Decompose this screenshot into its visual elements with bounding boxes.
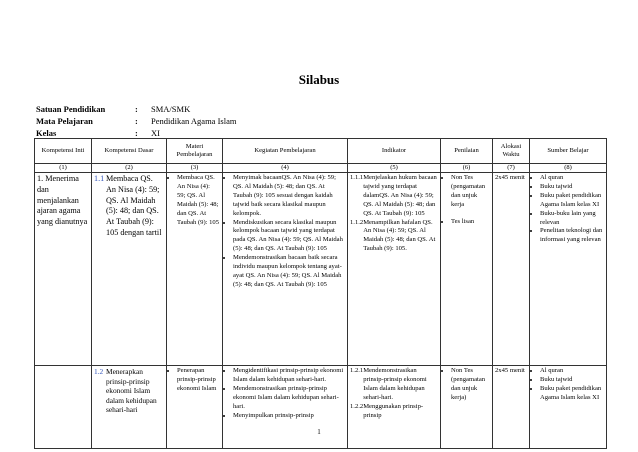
sumber-cell xyxy=(530,173,607,366)
ki-cell xyxy=(35,366,92,449)
sumber-item: • Al quran xyxy=(540,367,604,376)
sumber-item: • Buku paket pendidikan Agama Islam kelas XI xyxy=(540,385,604,403)
meta-value: XI xyxy=(151,128,160,138)
materi-item: • Penerapan prinsip-prinsip ekonomi Islam xyxy=(177,367,220,394)
meta-key: Satuan Pendidikan xyxy=(36,104,106,114)
column-number: (3) xyxy=(167,164,223,173)
penilaian-cell xyxy=(441,366,493,449)
kegiatan-cell xyxy=(223,173,348,366)
sumber-item: • Penelitan teknologi dan informasi yang relevan xyxy=(540,227,604,245)
header-cell: Kompetensi Inti xyxy=(35,139,92,164)
meta-row xyxy=(36,115,236,127)
penilaian-item: • Non Tes (pengamatan dan unjuk kerja xyxy=(451,174,490,210)
header-cell: Alokasi Waktu xyxy=(493,139,530,164)
page-title: Silabus xyxy=(298,72,340,87)
kegiatan-item: • Mendemonstrasikan prinsip-prinsip ekonomi Islam dalam kehidupan sehari-hari. xyxy=(233,385,345,412)
indikator-text: Menjelaskan hukum bacaan tajwid yang terdapat dalamQS. An Nisa (4): 59; QS. Al Maidah (5): 48; dan QS. At Taubah (9): 105 xyxy=(363,174,437,217)
penilaian-item: • Non Tes (pengamatan dan unjuk kerja) xyxy=(451,367,490,403)
indikator-number: 1.2.1 xyxy=(350,367,364,374)
penilaian-item: • Tes lisan xyxy=(451,218,490,227)
meta-key: Mata Pelajaran xyxy=(36,116,93,126)
header-cell: Kompetensi Dasar xyxy=(92,139,167,164)
indikator-text: Menggunakan prinsip-prinsip xyxy=(363,402,424,419)
column-number: (7) xyxy=(493,164,530,173)
header-cell: Materi Pembelajaran xyxy=(167,139,223,164)
materi-item: • Membaca QS. An Nisa (4): 59; QS. Al Maidah (5): 48; dan QS. At Taubah (9): 105 xyxy=(177,174,220,227)
column-number: (6) xyxy=(441,164,493,173)
kegiatan-item: • Menyimak bacaanQS. An Nisa (4): 59; QS. Al Maidah (5): 48; dan QS. At Taubah (9): 105 sesuai dengan kaidah tajwid baik secara klasikal maupun kelompok. xyxy=(233,174,345,219)
meta-row xyxy=(36,103,236,115)
table-row xyxy=(35,173,607,366)
indikator-cell xyxy=(348,366,441,449)
alokasi-cell: 2x45 menit xyxy=(493,173,530,366)
meta-colon: : xyxy=(135,128,138,138)
indikator-cell xyxy=(348,173,441,366)
column-number: (4) xyxy=(223,164,348,173)
page-number: 1 xyxy=(317,428,321,436)
kegiatan-cell xyxy=(223,366,348,449)
kegiatan-item: • Menyimpulkan prinsip-prinsip xyxy=(233,412,345,421)
materi-cell xyxy=(167,366,223,449)
document-meta xyxy=(36,103,236,139)
column-number-row xyxy=(35,164,607,173)
sumber-item: • Al quran xyxy=(540,174,604,183)
sumber-cell xyxy=(530,366,607,449)
header-cell: Indikator xyxy=(348,139,441,164)
meta-value: Pendidikan Agama Islam xyxy=(151,116,237,126)
sumber-item: • Buku tajwid xyxy=(540,183,604,192)
sumber-item: • Buku paket pendidikan Agama Islam kelas XI xyxy=(540,192,604,210)
kegiatan-item: • Mendiskusikan secara klasikal maupun kelompok bacaan tajwid yang terdapat pada QS. An Nisa (4): 59; QS. Al Maidah (5): 48; dan QS. At Taubah (9): 105 xyxy=(233,219,345,255)
meta-colon: : xyxy=(135,104,138,114)
kd-text: Menerapkan prinsip-prinsip ekonomi Islam dalam kehidupan sehari-hari xyxy=(106,367,157,414)
column-number: (8) xyxy=(530,164,607,173)
indikator-text: Mendemonstrasikan prinsip-prinsip ekonomi Islam dalam kehidupan sehari-hari. xyxy=(363,367,427,401)
syllabus-table xyxy=(34,138,607,449)
indikator-number: 1.1.2 xyxy=(350,218,364,226)
kd-cell xyxy=(92,366,167,449)
kegiatan-item: • Mendemonstrasikan bacaan baik secara individu maupun kelompok tentang ayat-ayat QS. An Nisa (4): 59; QS. Al Maidah (5): 48; dan QS. At Taubah (9): 105 xyxy=(233,254,345,290)
column-number: (1) xyxy=(35,164,92,173)
kd-cell xyxy=(92,173,167,366)
indikator-number: 1.2.2 xyxy=(350,402,364,410)
sumber-item: • Buku tajwid xyxy=(540,376,604,385)
header-cell: Kegiatan Pembelajaran xyxy=(223,139,348,164)
header-row xyxy=(35,139,607,164)
sumber-item: • Buku-buku lain yang relevan xyxy=(540,210,604,228)
table-row xyxy=(35,366,607,449)
column-number: (2) xyxy=(92,164,167,173)
meta-value: SMA/SMK xyxy=(151,104,191,114)
indikator-text: Menampilkan hafalan QS. An Nisa (4): 59; QS. Al Maidah (5): 48; dan QS. At Taubah (9): 105. xyxy=(363,218,436,253)
kd-number: 1.2 xyxy=(94,367,104,376)
penilaian-cell xyxy=(441,173,493,366)
kd-number: 1.1 xyxy=(94,174,105,183)
kd-text: Membaca QS. An Nisa (4): 59; QS. Al Maidah (5): 48; dan QS. At Taubah (9): 105 dengan tartil xyxy=(106,174,162,237)
ki-cell: 1. Menerima dan menjalankan ajaran agama yang dianutnya xyxy=(35,173,92,366)
column-number: (5) xyxy=(348,164,441,173)
kegiatan-item: • Mengidentifikasi prinsip-prinsip ekonomi Islam dalam kehidupan sehari-hari. xyxy=(233,367,345,385)
indikator-number: 1.1.1 xyxy=(350,174,364,181)
materi-cell xyxy=(167,173,223,366)
meta-key: Kelas xyxy=(36,128,57,138)
header-cell: Penilaian xyxy=(441,139,493,164)
header-cell: Sumber Belajar xyxy=(530,139,607,164)
alokasi-cell: 2x45 menit xyxy=(493,366,530,449)
meta-colon: : xyxy=(135,116,138,126)
